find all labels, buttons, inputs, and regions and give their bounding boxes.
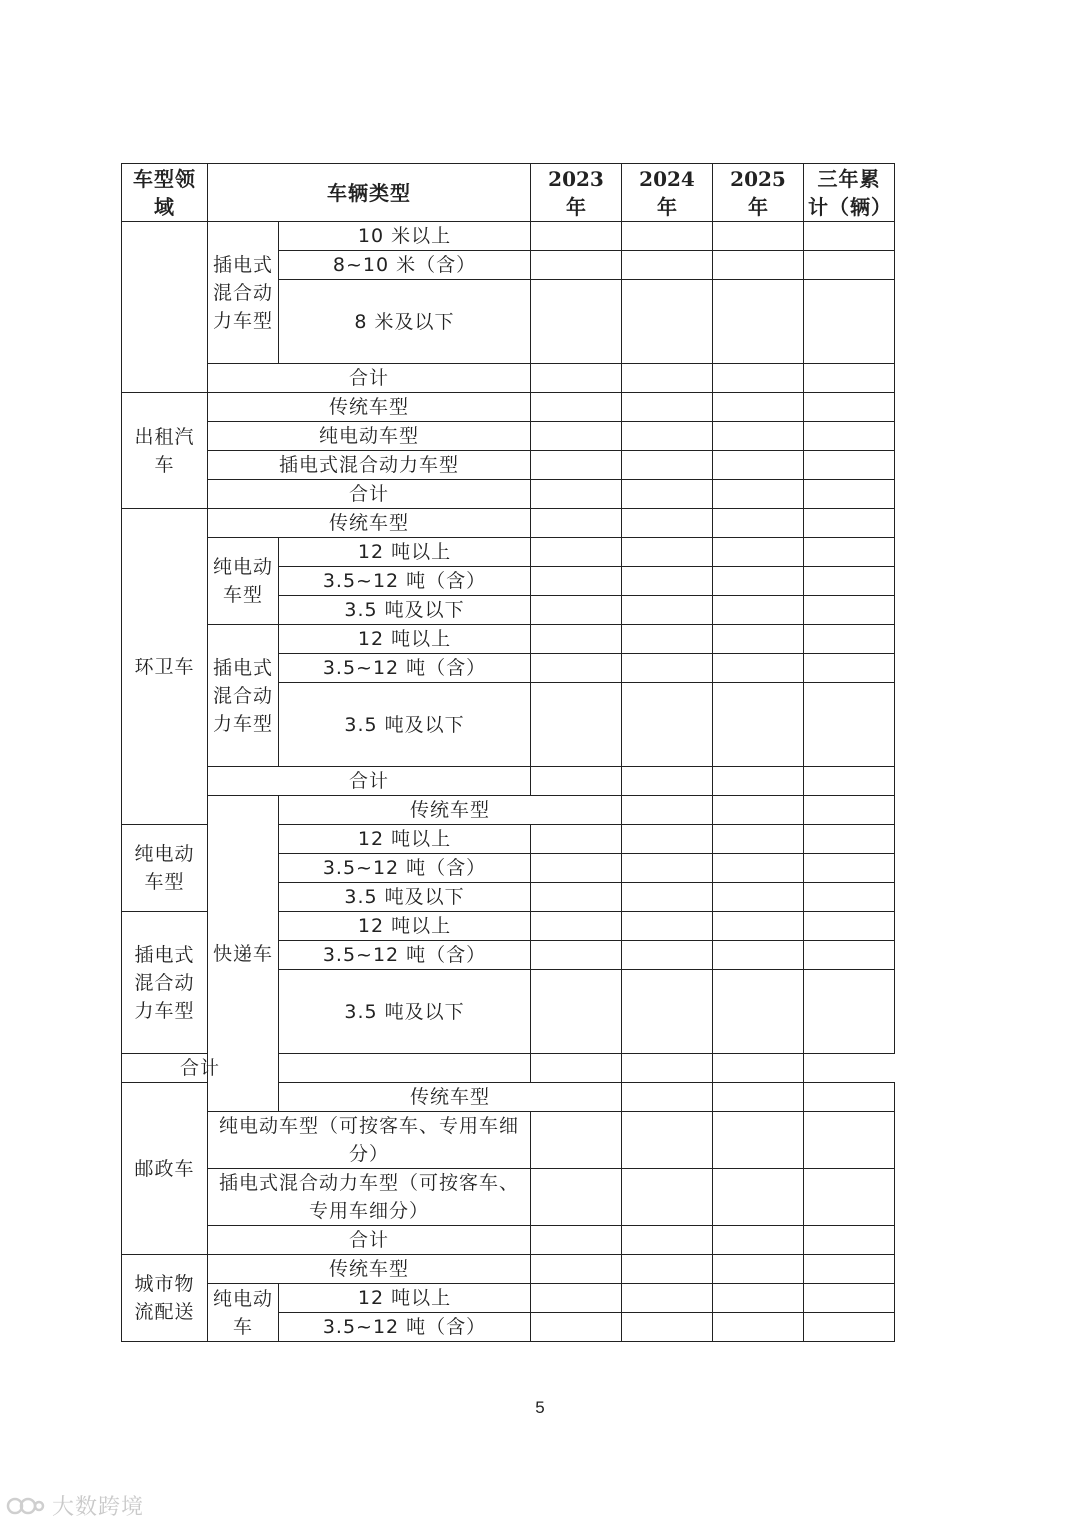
table-row	[122, 222, 895, 251]
size-label: 12 吨以上	[279, 912, 531, 941]
total-label: 合计	[208, 767, 531, 796]
table-row	[122, 625, 895, 654]
table-row	[122, 509, 895, 538]
total-row	[122, 480, 895, 509]
value-cell[interactable]	[622, 422, 713, 451]
domain-cell-postal: 邮政车	[122, 1083, 208, 1255]
value-cell[interactable]	[713, 280, 804, 364]
value-cell[interactable]	[622, 1169, 713, 1226]
value-cell[interactable]	[804, 480, 895, 509]
table-row	[122, 1112, 895, 1169]
value-cell[interactable]	[531, 222, 622, 251]
value-cell[interactable]	[622, 1313, 713, 1342]
total-label: 合计	[208, 364, 531, 393]
value-cell[interactable]	[713, 1313, 804, 1342]
value-cell[interactable]	[804, 364, 895, 393]
value-cell[interactable]	[622, 280, 713, 364]
header-row	[122, 164, 895, 222]
phev-group-label: 插电式混合动力车型	[208, 222, 279, 364]
value-cell[interactable]	[531, 364, 622, 393]
value-cell[interactable]	[804, 683, 895, 767]
value-cell[interactable]	[713, 538, 804, 567]
value-cell[interactable]	[531, 509, 622, 538]
value-cell[interactable]	[804, 912, 895, 941]
type-label: 传统车型	[279, 796, 622, 825]
value-cell[interactable]	[713, 912, 804, 941]
value-cell[interactable]	[713, 767, 804, 796]
table-row	[122, 451, 895, 480]
value-cell[interactable]	[804, 654, 895, 683]
value-cell[interactable]	[622, 970, 713, 1054]
size-label: 3.5 吨及以下	[279, 883, 531, 912]
type-label: 传统车型	[208, 393, 531, 422]
domain-cell-express: 快递车	[208, 796, 279, 1112]
value-cell[interactable]	[804, 509, 895, 538]
bev-group-label-partial: 纯电动车	[208, 1284, 279, 1342]
value-cell[interactable]	[804, 1226, 895, 1255]
value-cell[interactable]	[804, 970, 895, 1054]
value-cell[interactable]	[713, 1054, 804, 1083]
watermark-logo-icon	[6, 1493, 46, 1519]
value-cell[interactable]	[622, 1255, 713, 1284]
value-cell[interactable]	[531, 1313, 622, 1342]
table-row	[122, 393, 895, 422]
size-label: 3.5~12 吨（含）	[279, 941, 531, 970]
value-cell[interactable]	[713, 941, 804, 970]
value-cell[interactable]	[622, 654, 713, 683]
value-cell[interactable]	[713, 1083, 804, 1112]
value-cell[interactable]	[622, 1083, 713, 1112]
value-cell[interactable]	[804, 538, 895, 567]
type-label: 纯电动车型	[208, 422, 531, 451]
vehicle-plan-table	[121, 163, 895, 1342]
value-cell[interactable]	[531, 625, 622, 654]
value-cell[interactable]	[622, 825, 713, 854]
size-label: 3.5~12 吨（含）	[279, 1313, 531, 1342]
size-label: 10 米以上	[279, 222, 531, 251]
value-cell[interactable]	[713, 451, 804, 480]
size-label: 12 吨以上	[279, 538, 531, 567]
value-cell[interactable]	[279, 1054, 531, 1083]
header-2024: 2024 年	[622, 164, 713, 222]
total-label: 合计	[208, 1226, 531, 1255]
domain-cell-urban-logistics: 城市物流配送	[122, 1255, 208, 1342]
type-label: 插电式混合动力车型	[208, 451, 531, 480]
value-cell[interactable]	[531, 970, 622, 1054]
value-cell[interactable]	[804, 596, 895, 625]
size-label: 12 吨以上	[279, 625, 531, 654]
value-cell[interactable]	[804, 280, 895, 364]
header-domain: 车型领域	[122, 164, 208, 222]
value-cell[interactable]	[531, 941, 622, 970]
value-cell[interactable]	[804, 393, 895, 422]
value-cell[interactable]	[622, 1112, 713, 1169]
value-cell[interactable]	[713, 970, 804, 1054]
value-cell[interactable]	[804, 825, 895, 854]
value-cell[interactable]	[622, 393, 713, 422]
value-cell[interactable]	[713, 1284, 804, 1313]
value-cell[interactable]	[531, 480, 622, 509]
value-cell[interactable]	[531, 683, 622, 767]
value-cell[interactable]	[713, 222, 804, 251]
value-cell[interactable]	[531, 1054, 622, 1083]
value-cell[interactable]	[531, 1284, 622, 1313]
watermark-text: 大数跨境	[52, 1495, 145, 1520]
phev-group-label: 插电式混合动力车型	[208, 625, 279, 767]
value-cell[interactable]	[622, 912, 713, 941]
type-label: 传统车型	[279, 1083, 622, 1112]
size-label: 12 吨以上	[279, 825, 531, 854]
table-row	[122, 1169, 895, 1226]
value-cell[interactable]	[531, 1112, 622, 1169]
table-row	[122, 538, 895, 567]
value-cell[interactable]	[713, 393, 804, 422]
size-label: 8~10 米（含）	[279, 251, 531, 280]
value-cell[interactable]	[531, 825, 622, 854]
value-cell[interactable]	[531, 1169, 622, 1226]
value-cell[interactable]	[622, 767, 713, 796]
value-cell[interactable]	[531, 451, 622, 480]
table-row	[122, 422, 895, 451]
value-cell[interactable]	[713, 883, 804, 912]
table-row	[122, 1255, 895, 1284]
header-three-year-total: 三年累计（辆）	[804, 164, 895, 222]
value-cell[interactable]	[804, 222, 895, 251]
total-row	[122, 1054, 895, 1083]
size-label: 3.5~12 吨（含）	[279, 654, 531, 683]
value-cell[interactable]	[531, 912, 622, 941]
total-row	[122, 767, 895, 796]
type-label: 传统车型	[208, 509, 531, 538]
header-2023: 2023 年	[531, 164, 622, 222]
value-cell[interactable]	[804, 567, 895, 596]
value-cell[interactable]	[804, 451, 895, 480]
table-row	[122, 796, 895, 825]
value-cell[interactable]	[713, 422, 804, 451]
value-cell[interactable]	[713, 509, 804, 538]
total-row	[122, 364, 895, 393]
value-cell[interactable]	[622, 854, 713, 883]
value-cell[interactable]	[531, 654, 622, 683]
value-cell[interactable]	[622, 596, 713, 625]
value-cell[interactable]	[531, 393, 622, 422]
size-label: 3.5 吨及以下	[279, 683, 531, 767]
value-cell[interactable]	[804, 1255, 895, 1284]
value-cell[interactable]	[531, 854, 622, 883]
type-label: 传统车型	[208, 1255, 531, 1284]
value-cell[interactable]	[531, 538, 622, 567]
value-cell[interactable]	[713, 1169, 804, 1226]
value-cell[interactable]	[713, 596, 804, 625]
value-cell[interactable]	[804, 422, 895, 451]
header-2025: 2025 年	[713, 164, 804, 222]
value-cell[interactable]	[622, 480, 713, 509]
value-cell[interactable]	[622, 1054, 713, 1083]
value-cell[interactable]	[713, 364, 804, 393]
value-cell[interactable]	[804, 767, 895, 796]
value-cell[interactable]	[622, 683, 713, 767]
value-cell[interactable]	[804, 1112, 895, 1169]
type-label: 插电式混合动力车型（可按客车、专用车细分）	[208, 1169, 531, 1226]
value-cell[interactable]	[622, 538, 713, 567]
value-cell[interactable]	[622, 364, 713, 393]
value-cell[interactable]	[804, 941, 895, 970]
value-cell[interactable]	[804, 883, 895, 912]
phev-group-label: 插电式混合动力车型	[122, 912, 208, 1054]
value-cell[interactable]	[713, 480, 804, 509]
value-cell[interactable]	[713, 683, 804, 767]
value-cell[interactable]	[713, 1226, 804, 1255]
watermark	[6, 1490, 144, 1521]
value-cell[interactable]	[622, 451, 713, 480]
size-label: 8 米及以下	[279, 280, 531, 364]
value-cell[interactable]	[713, 654, 804, 683]
value-cell[interactable]	[622, 567, 713, 596]
table-row	[122, 1284, 895, 1313]
value-cell[interactable]	[622, 1226, 713, 1255]
value-cell[interactable]	[713, 854, 804, 883]
value-cell[interactable]	[713, 1255, 804, 1284]
value-cell[interactable]	[713, 1112, 804, 1169]
domain-cell-taxi: 出租汽车	[122, 393, 208, 509]
bev-group-label: 纯电动车型	[122, 825, 208, 912]
value-cell[interactable]	[804, 854, 895, 883]
value-cell[interactable]	[713, 796, 804, 825]
value-cell[interactable]	[804, 1313, 895, 1342]
value-cell[interactable]	[713, 625, 804, 654]
value-cell[interactable]	[622, 883, 713, 912]
value-cell[interactable]	[804, 1083, 895, 1112]
value-cell[interactable]	[622, 625, 713, 654]
value-cell[interactable]	[531, 767, 622, 796]
value-cell[interactable]	[804, 1169, 895, 1226]
size-label: 3.5~12 吨（含）	[279, 854, 531, 883]
value-cell[interactable]	[622, 251, 713, 280]
value-cell[interactable]	[531, 251, 622, 280]
value-cell[interactable]	[531, 422, 622, 451]
header-vehicle-type: 车辆类型	[208, 164, 531, 222]
size-label: 12 吨以上	[279, 1284, 531, 1313]
value-cell[interactable]	[622, 509, 713, 538]
total-label: 合计	[122, 1054, 279, 1083]
size-label: 3.5 吨及以下	[279, 970, 531, 1054]
value-cell[interactable]	[531, 596, 622, 625]
value-cell[interactable]	[622, 222, 713, 251]
value-cell[interactable]	[804, 1284, 895, 1313]
value-cell[interactable]	[804, 796, 895, 825]
value-cell[interactable]	[622, 1284, 713, 1313]
value-cell[interactable]	[713, 251, 804, 280]
bev-group-label: 纯电动车型	[208, 538, 279, 625]
size-label: 3.5~12 吨（含）	[279, 567, 531, 596]
value-cell[interactable]	[804, 625, 895, 654]
value-cell[interactable]	[531, 883, 622, 912]
size-label: 3.5 吨及以下	[279, 596, 531, 625]
value-cell[interactable]	[531, 1255, 622, 1284]
total-label: 合计	[208, 480, 531, 509]
value-cell[interactable]	[713, 825, 804, 854]
value-cell[interactable]	[804, 251, 895, 280]
total-row	[122, 1226, 895, 1255]
value-cell[interactable]	[531, 1226, 622, 1255]
page-number: 5	[535, 1398, 545, 1417]
type-label: 纯电动车型（可按客车、专用车细分）	[208, 1112, 531, 1169]
domain-cell-bus-continued	[122, 222, 208, 393]
value-cell[interactable]	[531, 567, 622, 596]
value-cell[interactable]	[622, 796, 713, 825]
domain-cell-sanitation: 环卫车	[122, 509, 208, 825]
value-cell[interactable]	[622, 941, 713, 970]
value-cell[interactable]	[713, 567, 804, 596]
value-cell[interactable]	[531, 280, 622, 364]
